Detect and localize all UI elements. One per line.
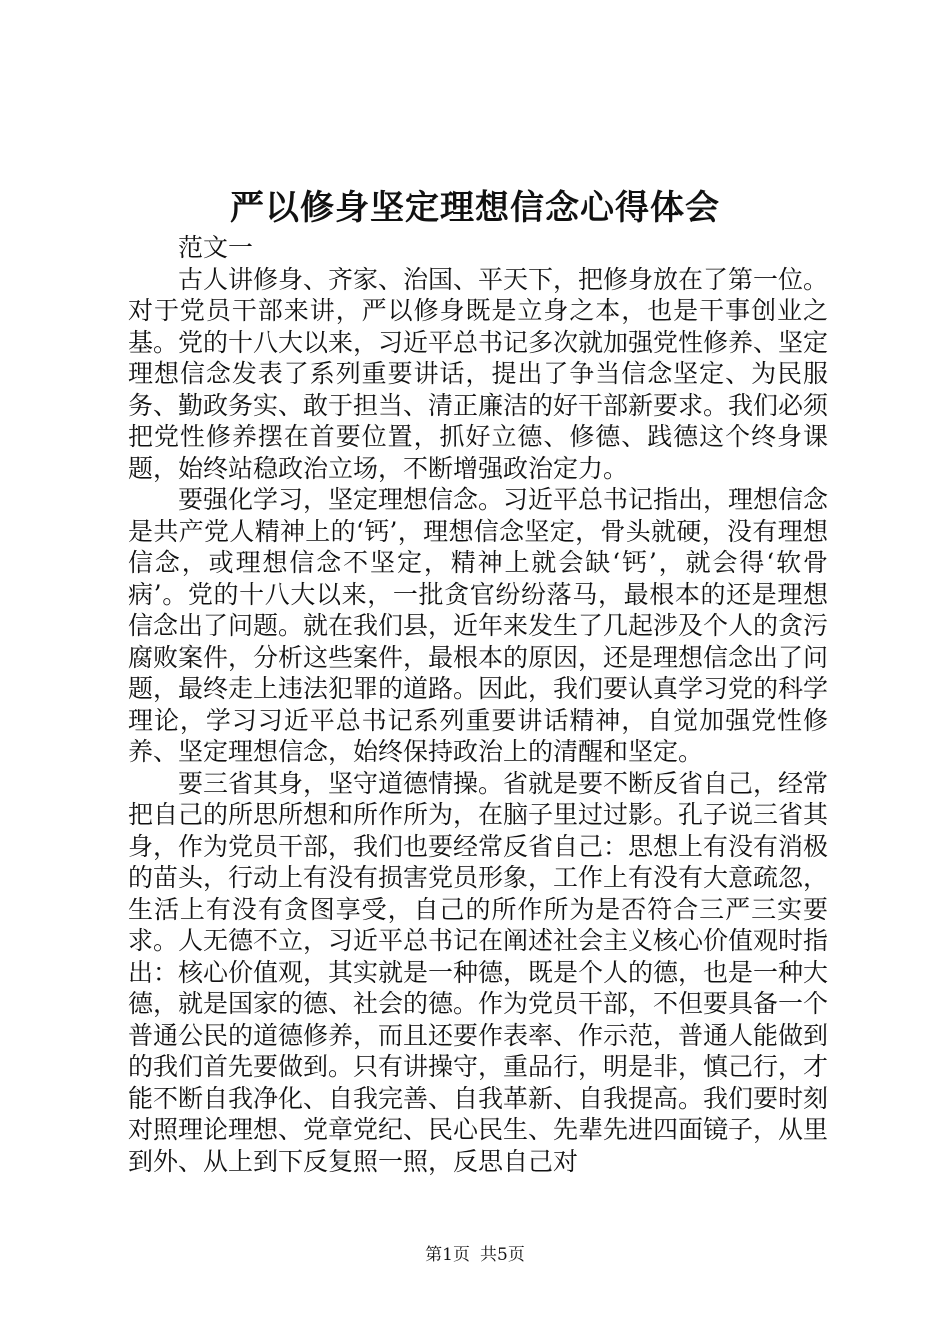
page-footer [0,1244,950,1266]
section-label: 范文一 [178,233,254,262]
document-body [128,232,828,1177]
page-number: 第1页 [425,1245,470,1265]
paragraph-2: 要强化学习，坚定理想信念。习近平总书记指出，理想信念是共产党人精神上的‘钙’，理想信念坚定，骨头就硬，没有理想信念，或理想信念不坚定，精神上就会缺‘钙’，就会得‘软骨病’。党的十八大以来，一批贪官纷纷落马，最根本的还是理想信念出了问题。就在我们县，近年来发生了几起涉及个人的贪污腐败案件，分析这些案件，最根本的原因，还是理想信念出了问题，最终走上违法犯罪的道路。因此，我们要认真学习党的科学理论，学习习近平总书记系列重要讲话精神，自觉加强党性修养、坚定理想信念，始终保持政治上的清醒和坚定。 [128,485,829,766]
paragraph-1: 古人讲修身、齐家、治国、平天下，把修身放在了第一位。对于党员干部来讲，严以修身既是立身之本，也是干事创业之基。党的十八大以来，习近平总书记多次就加强党性修养、坚定理想信念发表了系列重要讲话，提出了争当信念坚定、为民服务、勤政务实、敢于担当、清正廉洁的好干部新要求。我们必须把党性修养摆在首要位置，抓好立德、修德、践德这个终身课题，始终站稳政治立场，不断增强政治定力。 [128,264,829,483]
paragraph-3: 要三省其身，坚守道德情操。省就是要不断反省自己，经常把自己的所思所想和所作所为，在脑子里过过影。孔子说三省其身，作为党员干部，我们也要经常反省自己：思想上有没有消极的苗头，行动上有没有损害党员形象，工作上有没有大意疏忽，生活上有没有贪图享受，自己的所作所为是否符合三严三实要求。人无德不立，习近平总书记在阐述社会主义核心价值观时指出：核心价值观，其实就是一种德，既是个人的德，也是一种大德，就是国家的德、社会的德。作为党员干部，不但要具备一个普通公民的道德修养，而且还要作表率、作示范，普通人能做到的我们首先要做到。只有讲操守，重品行，明是非，慎己行，才能不断自我净化、自我完善、自我革新、自我提高。我们要时刻对照理论理想、党章党纪、民心民生、先辈先进四面镜子，从里到外、从上到下反复照一照，反思自己对 [128,768,829,1176]
page-total: 共5页 [480,1245,525,1265]
document-title: 严以修身坚定理想信念心得体会 [230,188,720,228]
